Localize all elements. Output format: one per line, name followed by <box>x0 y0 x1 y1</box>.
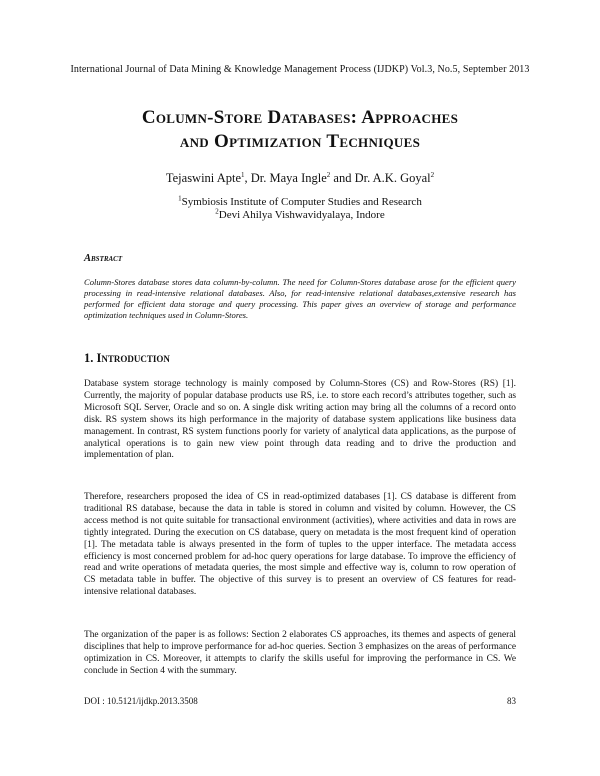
author-3-name: and Dr. A.K. Goyal <box>330 171 431 185</box>
intro-paragraph-2: Therefore, researchers proposed the idea of CS in read-optimized databases [1]. CS database is different from traditional RS database, because the data in table is stored in column and visited by column. However, the CS access method is not quite suitable for transactional environment (activities), where activities and data in rows are tightly integrated. During the execution on CS database, query on metadata is the most frequent kind of operation [1]. The metadata table is always presented in the form of tuples to the upper interface. The metadata access efficiency is most concerned problem for ad-hoc query operations for large database. To improve the efficiency of read and write operations of metadata queries, the most simple and effective way is, column to row operation of CS metadata table in buffer. The objective of this survey is to present an overview of CS features for read-intensive relational databases. <box>84 492 516 598</box>
paper-title <box>0 106 600 154</box>
author-3-affiliation-mark: 2 <box>430 170 435 179</box>
affiliation-2 <box>0 209 600 222</box>
intro-paragraph-3: The organization of the paper is as follows: Section 2 elaborates CS approaches, its themes and aspects of general disciplines that help to improve performance for ad-hoc queries. Section 3 emphasizes on the areas of performance optimization in CS. Moreover, it attempts to clarify the skills useful for improving the performance in CS. We conclude in Section 4 with the summary. <box>84 630 516 676</box>
intro-paragraph-1: Database system storage technology is mainly composed by Column-Stores (CS) and Row-Stores (RS) [1]. Currently, the majority of popular database products use RS, i.e. to store each record’s attributes together, such as Microsoft SQL Server, Oracle and so on. A single disk writing action may bring all the columns of a record onto disk. RS system shows its high performance in the majority of database system applications like business data management. In contrast, RS system functions poorly for variety of analytical data applications, as the purpose of analytical operations is to gain new view point through data reading and to drive the production and implementation of plan. <box>84 379 516 461</box>
author-2-name: , Dr. Maya Ingle <box>244 171 327 185</box>
author-1-affiliation-mark: 1 <box>241 170 245 179</box>
author-2-affiliation-mark: 2 <box>326 170 331 179</box>
author-list <box>0 171 600 186</box>
affiliation-2-name: Devi Ahilya Vishwavidyalaya, Indore <box>218 209 385 221</box>
page-number: 83 <box>507 696 516 706</box>
abstract-body: Column-Stores database stores data column-by-column. The need for Column-Stores database arose for the efficient query processing in read-intensive relational databases. Also, for read-intensive relational databases,extensive research has performed for efficient data storage and query processing. This paper gives an overview of storage and performance optimization techniques used in Column-Stores. <box>84 277 516 320</box>
affiliation-list <box>0 196 600 222</box>
footer-doi: DOI : 10.5121/ijdkp.2013.3508 <box>84 696 198 706</box>
section-heading-introduction: 1. Introduction <box>84 351 170 365</box>
abstract-heading: Abstract <box>84 253 123 264</box>
affiliation-1 <box>0 196 600 209</box>
affiliation-2-mark: 2 <box>215 207 219 216</box>
title-line-2: and Optimization Techniques <box>179 131 421 152</box>
affiliation-1-mark: 1 <box>178 194 182 203</box>
affiliation-1-name: Symbiosis Institute of Computer Studies and Research <box>181 196 422 208</box>
title-line-1: Column-Store Databases: Approaches <box>141 107 459 128</box>
journal-header: International Journal of Data Mining & Knowledge Management Process (IJDKP) Vol.3, No.5, September 2013 <box>70 64 530 75</box>
author-1-name: Tejaswini Apte <box>165 171 242 185</box>
